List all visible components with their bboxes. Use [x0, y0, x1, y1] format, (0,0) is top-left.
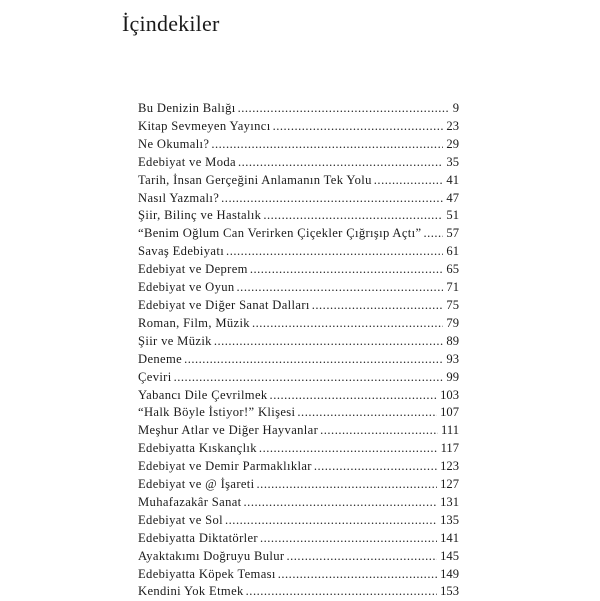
toc-entry-title: Meşhur Atlar ve Diğer Hayvanlar: [138, 423, 319, 438]
toc-dot-leader: [226, 243, 443, 261]
toc-entry: [138, 243, 459, 261]
toc-dot-leader: [320, 422, 438, 440]
toc-entry: [138, 190, 459, 208]
toc-dot-leader: [259, 440, 438, 458]
toc-dot-leader: [312, 297, 444, 315]
toc-entry-page-number: 111: [441, 423, 459, 438]
toc-entry-title: Edebiyat ve @ İşareti: [138, 477, 255, 492]
toc-entry: [138, 100, 459, 118]
toc-entry: [138, 136, 459, 154]
toc-entry-title: Şiir, Bilinç ve Hastalık: [138, 208, 262, 223]
table-of-contents: [138, 100, 459, 601]
toc-dot-leader: [270, 387, 438, 405]
toc-entry-page-number: 131: [440, 494, 459, 509]
toc-entry: [138, 404, 459, 422]
toc-entry-page-number: 123: [440, 459, 459, 474]
toc-entry-title: “Halk Böyle İstiyor!” Klişesi: [138, 405, 296, 420]
toc-entry-title: Edebiyat ve Moda: [138, 154, 236, 169]
toc-entry: [138, 422, 459, 440]
toc-entry-page-number: 23: [446, 118, 459, 133]
toc-entry-title: Edebiyat ve Demir Parmaklıklar: [138, 459, 312, 474]
toc-entry-page-number: 89: [446, 333, 459, 348]
toc-entry-page-number: 107: [440, 405, 459, 420]
toc-entry-title: “Benim Oğlum Can Verirken Çiçekler Çığrışıp Açtı”: [138, 226, 422, 241]
toc-dot-leader: [260, 530, 437, 548]
toc-entry-page-number: 57: [446, 226, 459, 241]
toc-entry: [138, 583, 459, 601]
toc-entry: [138, 154, 459, 172]
toc-entry-title: Muhafazakâr Sanat: [138, 494, 242, 509]
toc-entry-title: Kendini Yok Etmek: [138, 584, 244, 599]
toc-entry: [138, 548, 459, 566]
toc-dot-leader: [257, 476, 438, 494]
toc-entry-page-number: 47: [446, 190, 459, 205]
toc-entry: [138, 494, 459, 512]
toc-dot-leader: [184, 351, 443, 369]
toc-entry: [138, 458, 459, 476]
toc-entry: [138, 172, 459, 190]
toc-entry-title: Kitap Sevmeyen Yayıncı: [138, 118, 271, 133]
toc-dot-leader: [252, 315, 443, 333]
toc-entry-title: Edebiyatta Diktatörler: [138, 530, 258, 545]
toc-entry: [138, 440, 459, 458]
toc-entry-title: Tarih, İnsan Gerçeğini Anlamanın Tek Yolu: [138, 172, 372, 187]
toc-entry: [138, 530, 459, 548]
toc-entry: [138, 566, 459, 584]
toc-dot-leader: [174, 369, 444, 387]
toc-entry-page-number: 117: [440, 441, 459, 456]
toc-entry-page-number: 65: [446, 262, 459, 277]
toc-entry: [138, 369, 459, 387]
toc-entry-title: Edebiyat ve Sol: [138, 512, 223, 527]
toc-dot-leader: [238, 100, 450, 118]
page-title: İçindekiler: [122, 11, 220, 36]
toc-entry-title: Roman, Film, Müzik: [138, 315, 250, 330]
toc-entry-title: Yabancı Dile Çevrilmek: [138, 387, 268, 402]
toc-entry-page-number: 51: [446, 208, 459, 223]
toc-entry-page-number: 99: [446, 369, 459, 384]
toc-entry: [138, 118, 459, 136]
toc-entry-title: Edebiyat ve Deprem: [138, 262, 248, 277]
toc-dot-leader: [211, 136, 443, 154]
toc-dot-leader: [237, 279, 444, 297]
toc-entry: [138, 315, 459, 333]
toc-entry-page-number: 93: [446, 351, 459, 366]
toc-entry-title: Ayaktakımı Doğruyu Bulur: [138, 548, 285, 563]
toc-entry: [138, 261, 459, 279]
toc-dot-leader: [238, 154, 443, 172]
toc-entry-page-number: 79: [446, 315, 459, 330]
toc-entry-page-number: 153: [440, 584, 459, 599]
toc-entry-page-number: 75: [446, 297, 459, 312]
toc-entry-title: Edebiyatta Köpek Teması: [138, 566, 276, 581]
toc-dot-leader: [314, 458, 437, 476]
toc-entry: [138, 207, 459, 225]
toc-dot-leader: [423, 225, 443, 243]
toc-entry-page-number: 61: [446, 244, 459, 259]
toc-entry: [138, 225, 459, 243]
toc-entry: [138, 512, 459, 530]
toc-dot-leader: [250, 261, 444, 279]
toc-entry-page-number: 145: [440, 548, 459, 563]
toc-entry-page-number: 35: [446, 154, 459, 169]
toc-entry-title: Savaş Edebiyatı: [138, 244, 225, 259]
toc-entry-title: Çeviri: [138, 369, 172, 384]
toc-entry-title: Deneme: [138, 351, 183, 366]
toc-entry: [138, 351, 459, 369]
toc-entry-page-number: 9: [452, 101, 459, 115]
toc-entry-title: Ne Okumalı?: [138, 136, 210, 151]
toc-entry: [138, 333, 459, 351]
toc-entry-page-number: 135: [440, 512, 459, 527]
toc-dot-leader: [278, 566, 437, 584]
toc-entry-title: Edebiyatta Kıskançlık: [138, 441, 257, 456]
toc-entry-page-number: 29: [446, 136, 459, 151]
toc-entry-title: Şiir ve Müzik: [138, 333, 212, 348]
toc-dot-leader: [221, 190, 443, 208]
toc-entry: [138, 387, 459, 405]
toc-entry-page-number: 41: [446, 172, 459, 187]
toc-dot-leader: [214, 333, 444, 351]
toc-dot-leader: [225, 512, 437, 530]
toc-entry-title: Edebiyat ve Oyun: [138, 280, 235, 295]
toc-entry: [138, 279, 459, 297]
toc-entry-title: Nasıl Yazmalı?: [138, 190, 220, 205]
toc-dot-leader: [286, 548, 437, 566]
toc-dot-leader: [246, 583, 437, 601]
toc-entry-page-number: 149: [440, 566, 459, 581]
toc-entry-page-number: 141: [440, 530, 459, 545]
toc-dot-leader: [374, 172, 444, 190]
toc-entry: [138, 476, 459, 494]
toc-entry-title: Edebiyat ve Diğer Sanat Dalları: [138, 297, 310, 312]
toc-entry-title: Bu Denizin Balığı: [138, 101, 236, 115]
toc-dot-leader: [263, 207, 443, 225]
toc-dot-leader: [244, 494, 438, 512]
toc-entry-page-number: 103: [440, 387, 459, 402]
toc-dot-leader: [273, 118, 444, 136]
toc-dot-leader: [297, 404, 437, 422]
toc-entry: [138, 297, 459, 315]
toc-entry-page-number: 127: [440, 477, 459, 492]
toc-entry-page-number: 71: [446, 280, 459, 295]
